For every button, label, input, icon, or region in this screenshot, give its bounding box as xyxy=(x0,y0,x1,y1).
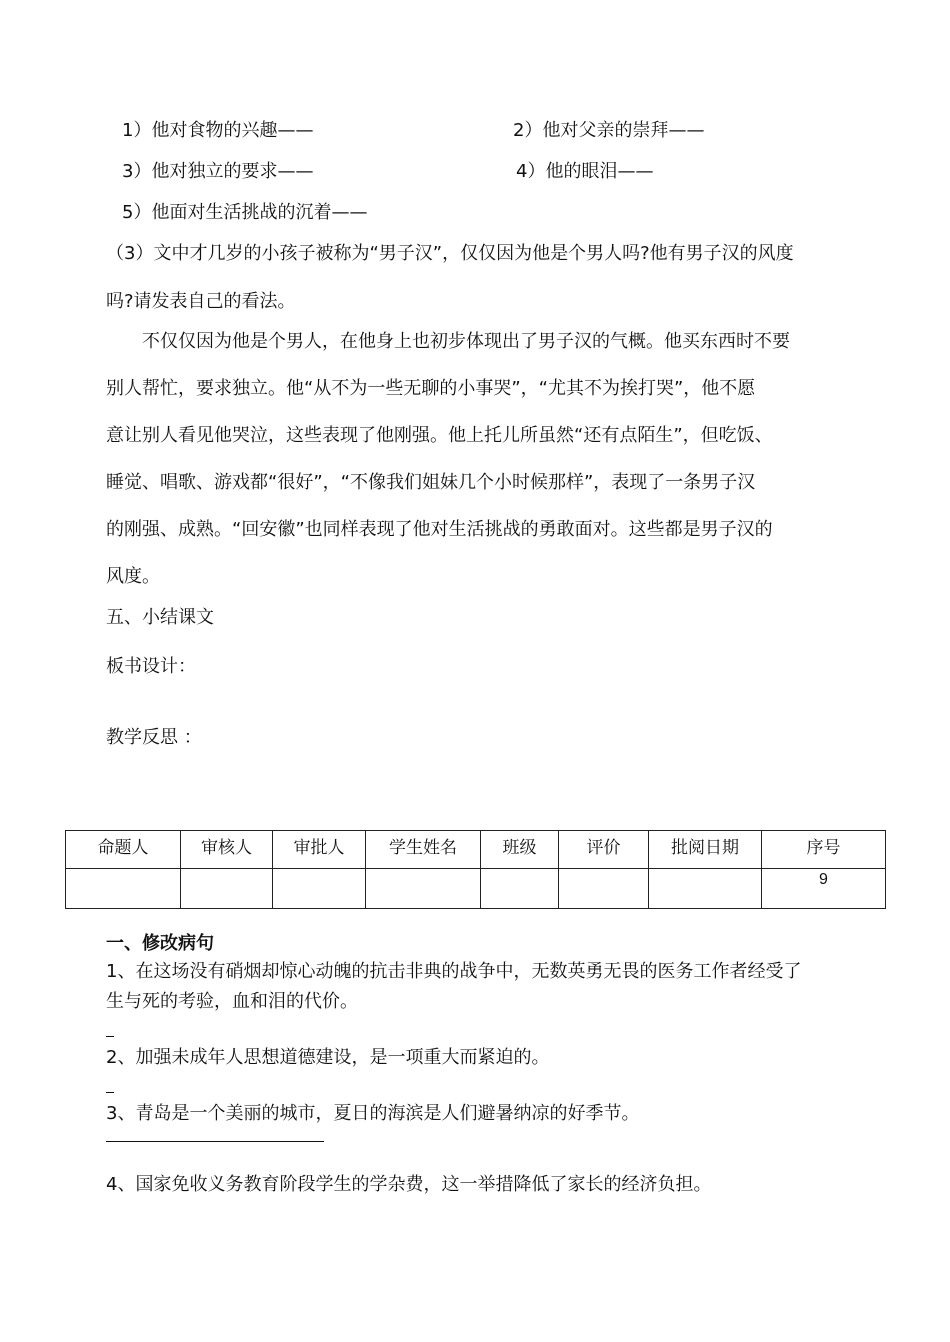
answer-blank-q1 xyxy=(106,1036,114,1037)
value-cell-author xyxy=(66,869,181,909)
value-cell-review-date xyxy=(649,869,762,909)
teaching-reflection-label: 教学反思 ： xyxy=(106,727,202,748)
exercise-q1-line-2: 生与死的考验，血和泪的代价。 xyxy=(106,991,358,1012)
answer-line-3: 意让别人看见他哭泣，这些表现了他刚强。他上托儿所虽然“还有点陌生”，但吃饭、 xyxy=(106,425,773,446)
question-3-line-1: （3）文中才几岁的小孩子被称为“男子汉”，仅仅因为他是个男人吗?他有男子汉的风度 xyxy=(106,243,794,264)
sub-item-5: 5）他面对生活挑战的沉着—— xyxy=(122,202,368,223)
exercise-q1-line-1: 1、在这场没有硝烟却惊心动魄的抗击非典的战争中，无数英勇无畏的医务工作者经受了 xyxy=(106,961,802,982)
sub-item-4: 4）他的眼泪—— xyxy=(516,161,654,182)
info-table-header-row xyxy=(66,831,886,869)
sub-item-2: 2）他对父亲的崇拜—— xyxy=(513,120,705,141)
header-cell-review-date: 批阅日期 xyxy=(649,831,762,869)
value-cell-student-name xyxy=(366,869,481,909)
info-table-value-row xyxy=(66,869,886,909)
section-summary-heading: 五、小结课文 xyxy=(106,607,214,628)
exercise-q4: 4、国家免收义务教育阶段学生的学杂费，这一举措降低了家长的经济负担。 xyxy=(106,1174,712,1195)
header-cell-class: 班级 xyxy=(481,831,559,869)
info-table xyxy=(65,830,886,909)
exercise-q2: 2、加强未成年人思想道德建设，是一项重大而紧迫的。 xyxy=(106,1047,550,1068)
header-cell-serial-number: 序号 xyxy=(762,831,886,869)
header-cell-author: 命题人 xyxy=(66,831,181,869)
answer-line-5: 的刚强、成熟。“回安徽”也同样表现了他对生活挑战的勇敢面对。这些都是男子汉的 xyxy=(106,519,773,540)
exercise-q3: 3、青岛是一个美丽的城市，夏日的海滨是人们避暑纳凉的好季节。 xyxy=(106,1103,640,1124)
exercise-heading: 一、修改病句 xyxy=(106,933,214,954)
value-cell-evaluation xyxy=(559,869,649,909)
value-cell-serial-number: 9 xyxy=(762,869,886,909)
answer-line-4: 睡觉、唱歌、游戏都“很好”，“不像我们姐妹几个小时候那样”，表现了一条男子汉 xyxy=(106,472,756,493)
answer-line-6: 风度。 xyxy=(106,566,160,587)
header-cell-approver: 审批人 xyxy=(273,831,366,869)
answer-blank-q2 xyxy=(106,1092,114,1093)
value-cell-reviewer xyxy=(181,869,273,909)
header-cell-student-name: 学生姓名 xyxy=(366,831,481,869)
header-cell-evaluation: 评价 xyxy=(559,831,649,869)
sub-item-1: 1）他对食物的兴趣—— xyxy=(122,120,314,141)
header-cell-reviewer: 审核人 xyxy=(181,831,273,869)
value-cell-approver xyxy=(273,869,366,909)
answer-blank-q3 xyxy=(106,1141,324,1142)
sub-item-3: 3）他对独立的要求—— xyxy=(122,161,314,182)
value-cell-class xyxy=(481,869,559,909)
answer-line-1: 不仅仅因为他是个男人，在他身上也初步体现出了男子汉的气概。他买东西时不要 xyxy=(142,331,790,352)
answer-line-2: 别人帮忙，要求独立。他“从不为一些无聊的小事哭”，“尤其不为挨打哭”，他不愿 xyxy=(106,378,756,399)
question-3-line-2: 吗?请发表自己的看法。 xyxy=(106,291,296,312)
board-design-label: 板书设计： xyxy=(106,656,196,677)
